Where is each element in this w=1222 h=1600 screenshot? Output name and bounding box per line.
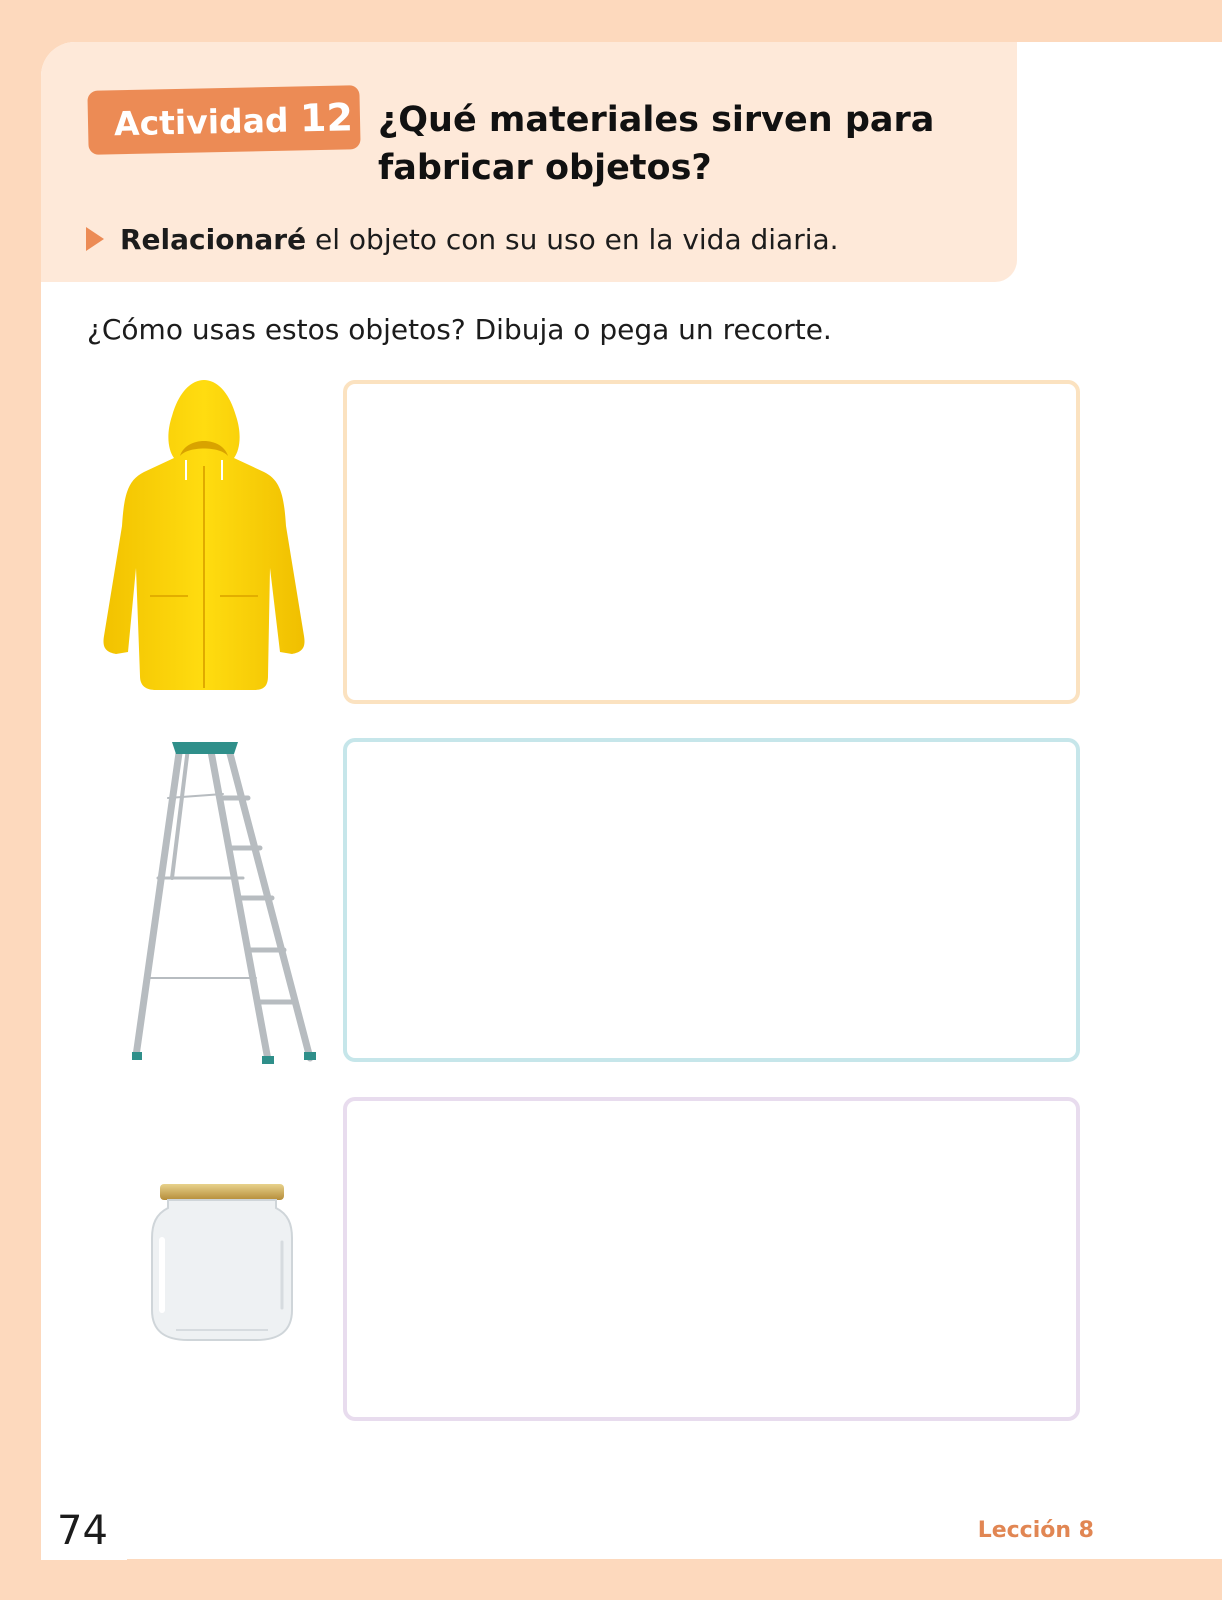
page-number: 74 — [57, 1508, 108, 1554]
activity-title: ¿Qué materiales sirven para fabricar objetos? — [378, 100, 935, 188]
objective-verb: Relacionaré — [120, 223, 307, 256]
drawing-box-ladder[interactable] — [343, 738, 1080, 1062]
lesson-label: Lección 8 — [977, 1518, 1094, 1543]
activity-badge — [87, 85, 360, 155]
bottom-border — [0, 1559, 1222, 1600]
ladder-icon — [128, 738, 328, 1066]
bullet-arrow-icon — [86, 227, 104, 251]
glass-jar-icon — [146, 1180, 298, 1346]
activity-number: 12 — [299, 95, 354, 141]
objective-text: el objeto con su uso en la vida diaria. — [306, 223, 839, 256]
raincoat-icon — [98, 376, 310, 698]
learning-objective — [86, 220, 839, 260]
drawing-box-raincoat[interactable] — [343, 380, 1080, 704]
activity-label: Actividad — [113, 100, 289, 144]
drawing-box-jar[interactable] — [343, 1097, 1080, 1421]
instruction-text: ¿Cómo usas estos objetos? Dibuja o pega un recorte. — [87, 313, 832, 346]
